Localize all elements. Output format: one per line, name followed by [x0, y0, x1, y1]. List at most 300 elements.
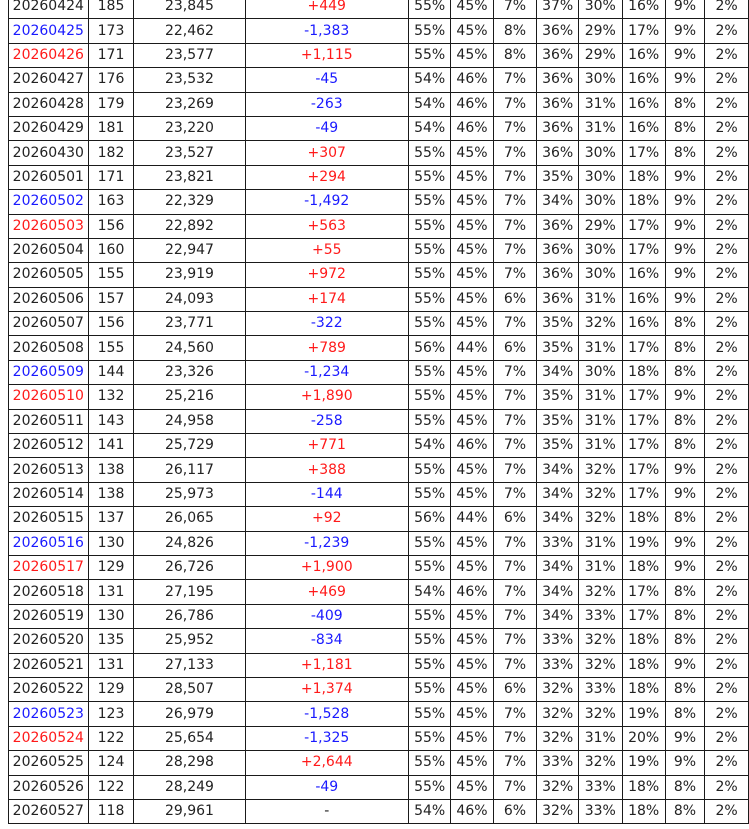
percent-cell: 17%: [622, 458, 665, 482]
date-cell: 20260527: [9, 799, 89, 823]
percent-cell: 45%: [451, 629, 493, 653]
change-cell: +294: [245, 165, 409, 189]
value-cell: 22,329: [134, 190, 245, 214]
table-row: [9, 141, 749, 165]
count-cell: 130: [88, 604, 134, 628]
count-cell: 157: [88, 287, 134, 311]
count-cell: 135: [88, 629, 134, 653]
percent-cell: 32%: [537, 726, 579, 750]
percent-cell: 2%: [705, 287, 749, 311]
count-cell: 138: [88, 482, 134, 506]
change-cell: -322: [245, 312, 409, 336]
value-cell: 28,507: [134, 677, 245, 701]
date-cell: 20260526: [9, 775, 89, 799]
percent-cell: 32%: [537, 677, 579, 701]
percent-cell: 34%: [537, 507, 579, 531]
value-cell: 22,947: [134, 238, 245, 262]
percent-cell: 29%: [578, 43, 622, 67]
percent-cell: 18%: [622, 775, 665, 799]
percent-cell: 30%: [578, 263, 622, 287]
count-cell: 130: [88, 531, 134, 555]
percent-cell: 8%: [665, 360, 705, 384]
percent-cell: 32%: [578, 312, 622, 336]
change-cell: +789: [245, 336, 409, 360]
percent-cell: 7%: [493, 92, 537, 116]
count-cell: 171: [88, 165, 134, 189]
percent-cell: 54%: [409, 116, 451, 140]
count-cell: 124: [88, 751, 134, 775]
count-cell: 137: [88, 507, 134, 531]
table-row: [9, 190, 749, 214]
table-row: [9, 238, 749, 262]
percent-cell: 2%: [705, 43, 749, 67]
percent-cell: 8%: [665, 312, 705, 336]
percent-cell: 7%: [493, 409, 537, 433]
percent-cell: 46%: [451, 799, 493, 823]
change-cell: +55: [245, 238, 409, 262]
percent-cell: 34%: [537, 360, 579, 384]
date-cell: 20260513: [9, 458, 89, 482]
percent-cell: 17%: [622, 336, 665, 360]
change-cell: -: [245, 799, 409, 823]
percent-cell: 2%: [705, 702, 749, 726]
change-cell: -49: [245, 116, 409, 140]
percent-cell: 55%: [409, 458, 451, 482]
percent-cell: 9%: [665, 165, 705, 189]
table-row: [9, 165, 749, 189]
value-cell: 28,298: [134, 751, 245, 775]
count-cell: 181: [88, 116, 134, 140]
percent-cell: 2%: [705, 312, 749, 336]
table-row: [9, 263, 749, 287]
percent-cell: 2%: [705, 19, 749, 43]
percent-cell: 36%: [537, 238, 579, 262]
percent-cell: 17%: [622, 409, 665, 433]
daily-stats-table: [8, 0, 749, 824]
percent-cell: 2%: [705, 799, 749, 823]
value-cell: 24,093: [134, 287, 245, 311]
percent-cell: 34%: [537, 190, 579, 214]
percent-cell: 55%: [409, 214, 451, 238]
percent-cell: 9%: [665, 0, 705, 19]
change-cell: -834: [245, 629, 409, 653]
date-cell: 20260507: [9, 312, 89, 336]
value-cell: 26,117: [134, 458, 245, 482]
percent-cell: 16%: [622, 287, 665, 311]
percent-cell: 29%: [578, 19, 622, 43]
count-cell: 156: [88, 312, 134, 336]
percent-cell: 7%: [493, 580, 537, 604]
percent-cell: 9%: [665, 287, 705, 311]
table-row: [9, 336, 749, 360]
percent-cell: 18%: [622, 653, 665, 677]
value-cell: 25,654: [134, 726, 245, 750]
percent-cell: 7%: [493, 653, 537, 677]
percent-cell: 34%: [537, 458, 579, 482]
value-cell: 23,532: [134, 68, 245, 92]
change-cell: -1,239: [245, 531, 409, 555]
percent-cell: 44%: [451, 336, 493, 360]
percent-cell: 7%: [493, 775, 537, 799]
table-row: [9, 434, 749, 458]
table-row: [9, 482, 749, 506]
percent-cell: 9%: [665, 214, 705, 238]
percent-cell: 45%: [451, 0, 493, 19]
percent-cell: 54%: [409, 92, 451, 116]
percent-cell: 8%: [665, 92, 705, 116]
percent-cell: 54%: [409, 434, 451, 458]
count-cell: 141: [88, 434, 134, 458]
change-cell: -263: [245, 92, 409, 116]
count-cell: 118: [88, 799, 134, 823]
percent-cell: 55%: [409, 555, 451, 579]
percent-cell: 46%: [451, 580, 493, 604]
percent-cell: 31%: [578, 531, 622, 555]
percent-cell: 36%: [537, 19, 579, 43]
percent-cell: 18%: [622, 165, 665, 189]
count-cell: 144: [88, 360, 134, 384]
percent-cell: 32%: [537, 799, 579, 823]
percent-cell: 55%: [409, 775, 451, 799]
table-row: [9, 653, 749, 677]
percent-cell: 30%: [578, 238, 622, 262]
date-cell: 20260517: [9, 555, 89, 579]
percent-cell: 18%: [622, 629, 665, 653]
value-cell: 23,527: [134, 141, 245, 165]
percent-cell: 33%: [578, 677, 622, 701]
value-cell: 26,786: [134, 604, 245, 628]
value-cell: 25,952: [134, 629, 245, 653]
percent-cell: 54%: [409, 799, 451, 823]
percent-cell: 7%: [493, 726, 537, 750]
change-cell: +92: [245, 507, 409, 531]
percent-cell: 55%: [409, 409, 451, 433]
change-cell: +469: [245, 580, 409, 604]
percent-cell: 16%: [622, 68, 665, 92]
percent-cell: 18%: [622, 799, 665, 823]
percent-cell: 16%: [622, 0, 665, 19]
table-row: [9, 677, 749, 701]
percent-cell: 2%: [705, 629, 749, 653]
percent-cell: 55%: [409, 312, 451, 336]
percent-cell: 8%: [665, 604, 705, 628]
percent-cell: 32%: [537, 702, 579, 726]
change-cell: +307: [245, 141, 409, 165]
percent-cell: 17%: [622, 19, 665, 43]
date-cell: 20260510: [9, 385, 89, 409]
change-cell: -1,492: [245, 190, 409, 214]
percent-cell: 8%: [665, 629, 705, 653]
percent-cell: 8%: [665, 336, 705, 360]
date-cell: 20260426: [9, 43, 89, 67]
percent-cell: 45%: [451, 555, 493, 579]
date-cell: 20260425: [9, 19, 89, 43]
percent-cell: 35%: [537, 312, 579, 336]
percent-cell: 45%: [451, 214, 493, 238]
percent-cell: 8%: [665, 799, 705, 823]
date-cell: 20260512: [9, 434, 89, 458]
value-cell: 26,979: [134, 702, 245, 726]
percent-cell: 35%: [537, 336, 579, 360]
date-cell: 20260508: [9, 336, 89, 360]
change-cell: +1,890: [245, 385, 409, 409]
table-row: [9, 726, 749, 750]
percent-cell: 2%: [705, 482, 749, 506]
date-cell: 20260509: [9, 360, 89, 384]
count-cell: 163: [88, 190, 134, 214]
percent-cell: 45%: [451, 238, 493, 262]
percent-cell: 45%: [451, 482, 493, 506]
percent-cell: 36%: [537, 214, 579, 238]
percent-cell: 18%: [622, 507, 665, 531]
percent-cell: 34%: [537, 555, 579, 579]
percent-cell: 45%: [451, 531, 493, 555]
percent-cell: 2%: [705, 238, 749, 262]
percent-cell: 7%: [493, 263, 537, 287]
percent-cell: 2%: [705, 434, 749, 458]
percent-cell: 32%: [578, 653, 622, 677]
percent-cell: 32%: [578, 751, 622, 775]
percent-cell: 55%: [409, 531, 451, 555]
percent-cell: 46%: [451, 92, 493, 116]
percent-cell: 16%: [622, 263, 665, 287]
percent-cell: 19%: [622, 702, 665, 726]
percent-cell: 45%: [451, 263, 493, 287]
percent-cell: 36%: [537, 43, 579, 67]
percent-cell: 8%: [493, 19, 537, 43]
count-cell: 185: [88, 0, 134, 19]
percent-cell: 36%: [537, 92, 579, 116]
percent-cell: 7%: [493, 238, 537, 262]
percent-cell: 34%: [537, 482, 579, 506]
percent-cell: 33%: [537, 751, 579, 775]
change-cell: +2,644: [245, 751, 409, 775]
percent-cell: 2%: [705, 580, 749, 604]
percent-cell: 35%: [537, 409, 579, 433]
change-cell: +771: [245, 434, 409, 458]
count-cell: 129: [88, 677, 134, 701]
date-cell: 20260516: [9, 531, 89, 555]
percent-cell: 45%: [451, 726, 493, 750]
change-cell: -1,383: [245, 19, 409, 43]
value-cell: 23,269: [134, 92, 245, 116]
table-row: [9, 775, 749, 799]
percent-cell: 45%: [451, 165, 493, 189]
percent-cell: 9%: [665, 19, 705, 43]
change-cell: +1,115: [245, 43, 409, 67]
percent-cell: 35%: [537, 434, 579, 458]
percent-cell: 16%: [622, 116, 665, 140]
value-cell: 23,577: [134, 43, 245, 67]
percent-cell: 55%: [409, 751, 451, 775]
value-cell: 23,326: [134, 360, 245, 384]
count-cell: 143: [88, 409, 134, 433]
table-row: [9, 458, 749, 482]
value-cell: 26,065: [134, 507, 245, 531]
change-cell: +174: [245, 287, 409, 311]
percent-cell: 9%: [665, 43, 705, 67]
percent-cell: 8%: [665, 580, 705, 604]
change-cell: -144: [245, 482, 409, 506]
table-row: [9, 507, 749, 531]
change-cell: +1,374: [245, 677, 409, 701]
percent-cell: 45%: [451, 287, 493, 311]
percent-cell: 18%: [622, 555, 665, 579]
percent-cell: 17%: [622, 604, 665, 628]
count-cell: 122: [88, 775, 134, 799]
change-cell: -45: [245, 68, 409, 92]
percent-cell: 7%: [493, 604, 537, 628]
percent-cell: 45%: [451, 43, 493, 67]
count-cell: 138: [88, 458, 134, 482]
value-cell: 24,560: [134, 336, 245, 360]
percent-cell: 45%: [451, 190, 493, 214]
percent-cell: 56%: [409, 336, 451, 360]
percent-cell: 32%: [537, 775, 579, 799]
percent-cell: 55%: [409, 702, 451, 726]
percent-cell: 31%: [578, 555, 622, 579]
percent-cell: 8%: [665, 702, 705, 726]
change-cell: +388: [245, 458, 409, 482]
table-row: [9, 19, 749, 43]
percent-cell: 2%: [705, 409, 749, 433]
value-cell: 25,729: [134, 434, 245, 458]
percent-cell: 46%: [451, 116, 493, 140]
value-cell: 24,958: [134, 409, 245, 433]
date-cell: 20260429: [9, 116, 89, 140]
percent-cell: 9%: [665, 751, 705, 775]
percent-cell: 54%: [409, 580, 451, 604]
percent-cell: 32%: [578, 629, 622, 653]
date-cell: 20260502: [9, 190, 89, 214]
percent-cell: 36%: [537, 263, 579, 287]
percent-cell: 55%: [409, 19, 451, 43]
percent-cell: 56%: [409, 507, 451, 531]
percent-cell: 31%: [578, 92, 622, 116]
percent-cell: 7%: [493, 702, 537, 726]
table-row: [9, 799, 749, 823]
percent-cell: 17%: [622, 214, 665, 238]
table-row: [9, 312, 749, 336]
percent-cell: 30%: [578, 141, 622, 165]
percent-cell: 16%: [622, 92, 665, 116]
percent-cell: 2%: [705, 360, 749, 384]
percent-cell: 45%: [451, 19, 493, 43]
count-cell: 122: [88, 726, 134, 750]
percent-cell: 33%: [578, 775, 622, 799]
table-row: [9, 287, 749, 311]
percent-cell: 19%: [622, 751, 665, 775]
percent-cell: 55%: [409, 238, 451, 262]
percent-cell: 45%: [451, 409, 493, 433]
percent-cell: 7%: [493, 531, 537, 555]
percent-cell: 9%: [665, 726, 705, 750]
change-cell: -1,234: [245, 360, 409, 384]
percent-cell: 45%: [451, 458, 493, 482]
percent-cell: 7%: [493, 360, 537, 384]
table-row: [9, 409, 749, 433]
value-cell: 22,462: [134, 19, 245, 43]
percent-cell: 7%: [493, 482, 537, 506]
value-cell: 23,771: [134, 312, 245, 336]
percent-cell: 18%: [622, 190, 665, 214]
date-cell: 20260501: [9, 165, 89, 189]
percent-cell: 8%: [665, 409, 705, 433]
percent-cell: 7%: [493, 312, 537, 336]
percent-cell: 2%: [705, 0, 749, 19]
percent-cell: 46%: [451, 68, 493, 92]
percent-cell: 55%: [409, 165, 451, 189]
percent-cell: 55%: [409, 629, 451, 653]
count-cell: 132: [88, 385, 134, 409]
percent-cell: 35%: [537, 385, 579, 409]
change-cell: -1,325: [245, 726, 409, 750]
percent-cell: 55%: [409, 677, 451, 701]
value-cell: 23,220: [134, 116, 245, 140]
percent-cell: 45%: [451, 312, 493, 336]
table-row: [9, 214, 749, 238]
count-cell: 171: [88, 43, 134, 67]
percent-cell: 7%: [493, 434, 537, 458]
percent-cell: 30%: [578, 360, 622, 384]
percent-cell: 30%: [578, 0, 622, 19]
percent-cell: 9%: [665, 555, 705, 579]
percent-cell: 55%: [409, 653, 451, 677]
percent-cell: 20%: [622, 726, 665, 750]
data-table-container: [8, 0, 749, 824]
date-cell: 20260520: [9, 629, 89, 653]
percent-cell: 2%: [705, 190, 749, 214]
percent-cell: 17%: [622, 141, 665, 165]
percent-cell: 46%: [451, 434, 493, 458]
count-cell: 129: [88, 555, 134, 579]
percent-cell: 30%: [578, 165, 622, 189]
date-cell: 20260519: [9, 604, 89, 628]
percent-cell: 33%: [537, 629, 579, 653]
percent-cell: 2%: [705, 653, 749, 677]
value-cell: 23,845: [134, 0, 245, 19]
percent-cell: 6%: [493, 799, 537, 823]
percent-cell: 17%: [622, 482, 665, 506]
date-cell: 20260506: [9, 287, 89, 311]
percent-cell: 31%: [578, 726, 622, 750]
date-cell: 20260515: [9, 507, 89, 531]
percent-cell: 2%: [705, 92, 749, 116]
date-cell: 20260504: [9, 238, 89, 262]
value-cell: 28,249: [134, 775, 245, 799]
percent-cell: 31%: [578, 409, 622, 433]
percent-cell: 2%: [705, 507, 749, 531]
date-cell: 20260427: [9, 68, 89, 92]
percent-cell: 32%: [578, 702, 622, 726]
percent-cell: 17%: [622, 580, 665, 604]
percent-cell: 32%: [578, 507, 622, 531]
percent-cell: 7%: [493, 116, 537, 140]
count-cell: 176: [88, 68, 134, 92]
table-row: [9, 92, 749, 116]
percent-cell: 33%: [537, 531, 579, 555]
value-cell: 23,919: [134, 263, 245, 287]
percent-cell: 34%: [537, 604, 579, 628]
value-cell: 27,195: [134, 580, 245, 604]
percent-cell: 2%: [705, 677, 749, 701]
change-cell: +972: [245, 263, 409, 287]
count-cell: 179: [88, 92, 134, 116]
percent-cell: 9%: [665, 531, 705, 555]
percent-cell: 55%: [409, 190, 451, 214]
percent-cell: 8%: [665, 141, 705, 165]
table-row: [9, 702, 749, 726]
